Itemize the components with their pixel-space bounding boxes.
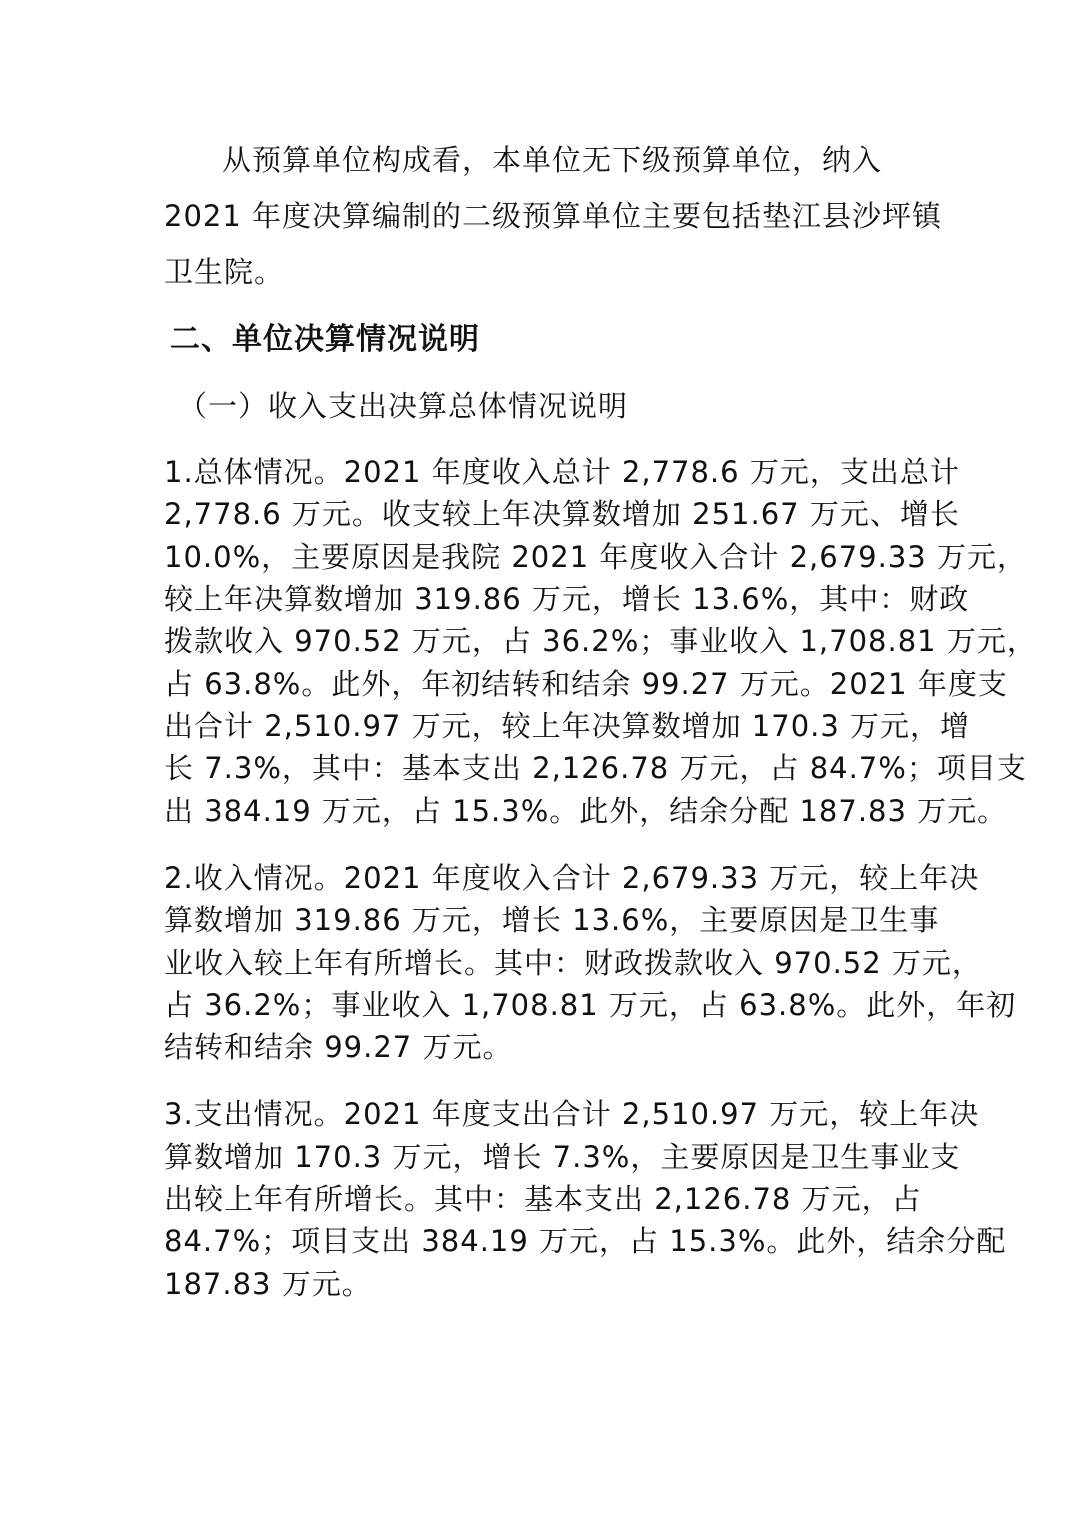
text-line: 2021 年度决算编制的二级预算单位主要包括垫江县沙坪镇 [164, 199, 943, 233]
text-line: 占 63.8%。此外，年初结转和结余 99.27 万元。2021 年度支 [164, 667, 1008, 701]
text-line: 较上年决算数增加 319.86 万元，增长 13.6%，其中：财政 [164, 582, 970, 616]
text-line: 出 384.19 万元，占 15.3%。此外，结余分配 187.83 万元。 [164, 794, 1008, 828]
text-line: 从预算单位构成看，本单位无下级预算单位，纳入 [222, 143, 883, 177]
section-heading: 二、单位决算情况说明 [170, 322, 480, 357]
text-line: 10.0%，主要原因是我院 2021 年度收入合计 2,679.33 万元， [164, 540, 1027, 574]
text-line: 2.收入情况。2021 年度收入合计 2,679.33 万元，较上年决 [164, 861, 980, 895]
text-line: 结转和结余 99.27 万元。 [164, 1030, 513, 1064]
text-line: 2,778.6 万元。收支较上年决算数增加 251.67 万元、增长 [164, 497, 960, 531]
text-line: 占 36.2%；事业收入 1,708.81 万元，占 63.8%。此外，年初 [164, 988, 1017, 1022]
text-line: 业收入较上年有所增长。其中：财政拨款收入 970.52 万元， [164, 946, 982, 980]
text-line: 卫生院。 [164, 255, 285, 289]
text-line: 84.7%；项目支出 384.19 万元，占 15.3%。此外，结余分配 [164, 1224, 1007, 1258]
text-line: 1.总体情况。2021 年度收入总计 2,778.6 万元，支出总计 [164, 455, 960, 489]
text-line: 算数增加 319.86 万元，增长 13.6%，主要原因是卫生事 [164, 903, 940, 937]
subsection-heading: （一）收入支出决算总体情况说明 [178, 389, 629, 423]
text-line: 拨款收入 970.52 万元，占 36.2%；事业收入 1,708.81 万元， [164, 624, 1037, 658]
text-line: 长 7.3%，其中：基本支出 2,126.78 万元，占 84.7%；项目支 [164, 751, 1027, 785]
text-line: 3.支出情况。2021 年度支出合计 2,510.97 万元，较上年决 [164, 1097, 980, 1131]
text-line: 187.83 万元。 [164, 1267, 372, 1301]
text-line: 出合计 2,510.97 万元，较上年决算数增加 170.3 万元，增 [164, 709, 971, 743]
text-line: 出较上年有所增长。其中：基本支出 2,126.78 万元，占 [164, 1182, 922, 1216]
text-line: 算数增加 170.3 万元，增长 7.3%，主要原因是卫生事业支 [164, 1140, 961, 1174]
